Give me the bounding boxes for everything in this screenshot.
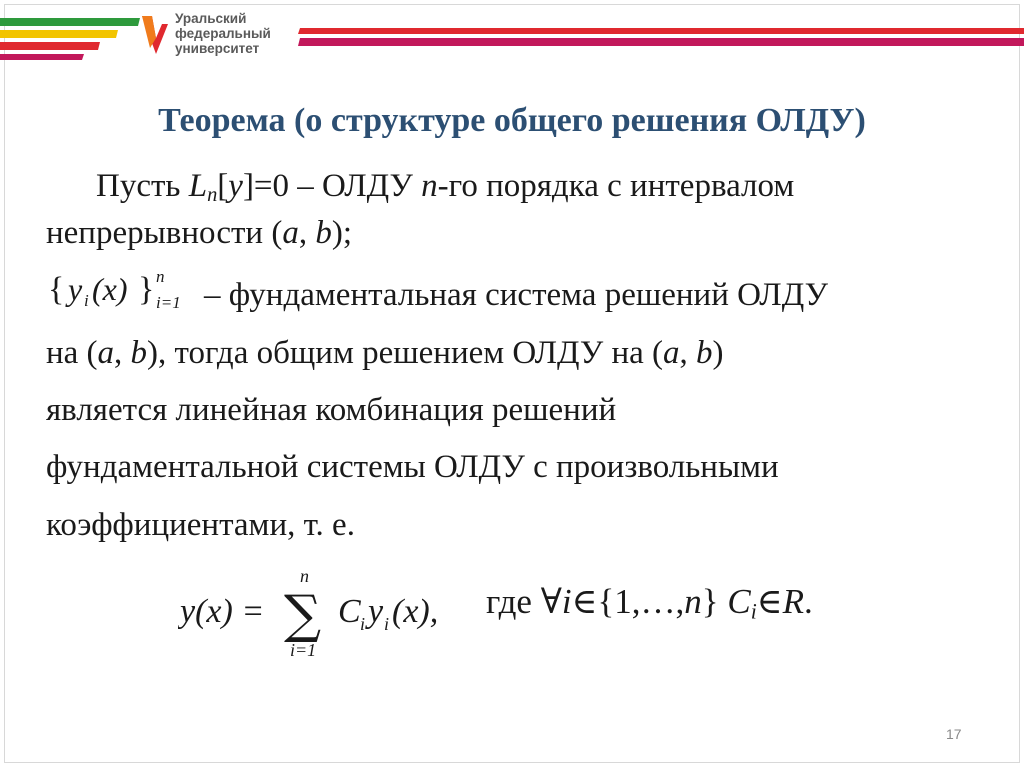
var-y: y <box>368 593 384 630</box>
text: ]=0 – ОЛДУ <box>242 168 422 204</box>
arg-x: (x) <box>92 271 128 307</box>
logo-line-3: университет <box>175 41 260 56</box>
text: ∈ <box>756 582 783 621</box>
sigma-icon: ∑ <box>284 585 322 645</box>
text: -го порядка с интервалом <box>437 168 795 204</box>
general-solution-formula <box>178 566 458 662</box>
var-C: C <box>727 582 751 621</box>
coef-index: i <box>360 614 366 634</box>
university-logo-text <box>175 11 271 56</box>
text: [ <box>217 168 229 204</box>
theorem-line-6: фундаментальной системы ОЛДУ с произвольными <box>46 449 779 485</box>
stripe-red-right <box>298 28 1024 34</box>
text: . <box>804 582 813 621</box>
index-i: i <box>84 291 89 310</box>
upper-limit: n <box>156 267 165 286</box>
logo-line-2: федеральный <box>175 26 271 41</box>
text: } <box>701 582 728 621</box>
theorem-line-2 <box>46 213 352 253</box>
var-i: i <box>561 582 572 621</box>
logo-line-1: Уральский <box>175 11 247 26</box>
stripe-magenta-right <box>298 38 1024 46</box>
y-index: i <box>384 614 390 634</box>
operator-L: L <box>188 168 208 204</box>
var-b: b <box>315 215 332 251</box>
stripe-magenta-left <box>0 54 84 60</box>
formula-lhs: y(x) = <box>180 593 265 630</box>
university-logo-icon <box>140 14 170 56</box>
slide-title: Теорема (о структуре общего решения ОЛДУ) <box>158 102 866 139</box>
text: Пусть <box>96 168 189 204</box>
var-b: b <box>130 335 148 371</box>
text: на ( <box>46 335 98 371</box>
var-n: n <box>684 582 702 621</box>
stripe-yellow <box>0 30 118 38</box>
text: , <box>679 335 697 371</box>
text: ∈{1,…, <box>571 582 685 621</box>
var-a: a <box>663 335 680 371</box>
var-b: b <box>696 335 713 371</box>
theorem-line-5: является линейная комбинация решений <box>46 392 617 428</box>
var-y: y <box>68 271 83 307</box>
stripe-green <box>0 18 140 26</box>
text: , <box>114 335 131 371</box>
var-a: a <box>282 215 299 251</box>
text: ), тогда общим решением ОЛДУ на ( <box>147 335 664 371</box>
where-clause <box>486 582 813 624</box>
fundamental-system-formula <box>46 266 206 312</box>
brace-close: } <box>138 271 155 308</box>
text: непрерывности ( <box>46 215 283 251</box>
page-number: 17 <box>946 726 962 742</box>
brace-open: { <box>48 271 65 308</box>
text: где ∀ <box>486 582 562 621</box>
var-a: a <box>97 335 115 371</box>
operator-subscript: n <box>207 184 218 207</box>
theorem-line-4 <box>46 333 724 373</box>
sum-upper-limit: n <box>300 566 309 586</box>
formula-tail: (x), <box>392 593 439 630</box>
var-n: n <box>421 168 438 204</box>
text: , <box>298 215 316 251</box>
theorem-line-1 <box>96 166 794 215</box>
var-y: y <box>228 168 243 204</box>
theorem-line-3: – фундаментальная система решений ОЛДУ <box>204 277 828 313</box>
C-subscript: i <box>750 599 757 624</box>
lower-limit: i=1 <box>156 293 181 312</box>
coef-C: C <box>338 593 361 630</box>
sum-lower-limit: i=1 <box>290 640 317 660</box>
stripe-red-left <box>0 42 100 50</box>
set-R: R <box>782 582 805 621</box>
text: ); <box>331 215 352 251</box>
text: ) <box>712 335 724 371</box>
theorem-line-7: коэффициентами, т. е. <box>46 507 355 543</box>
